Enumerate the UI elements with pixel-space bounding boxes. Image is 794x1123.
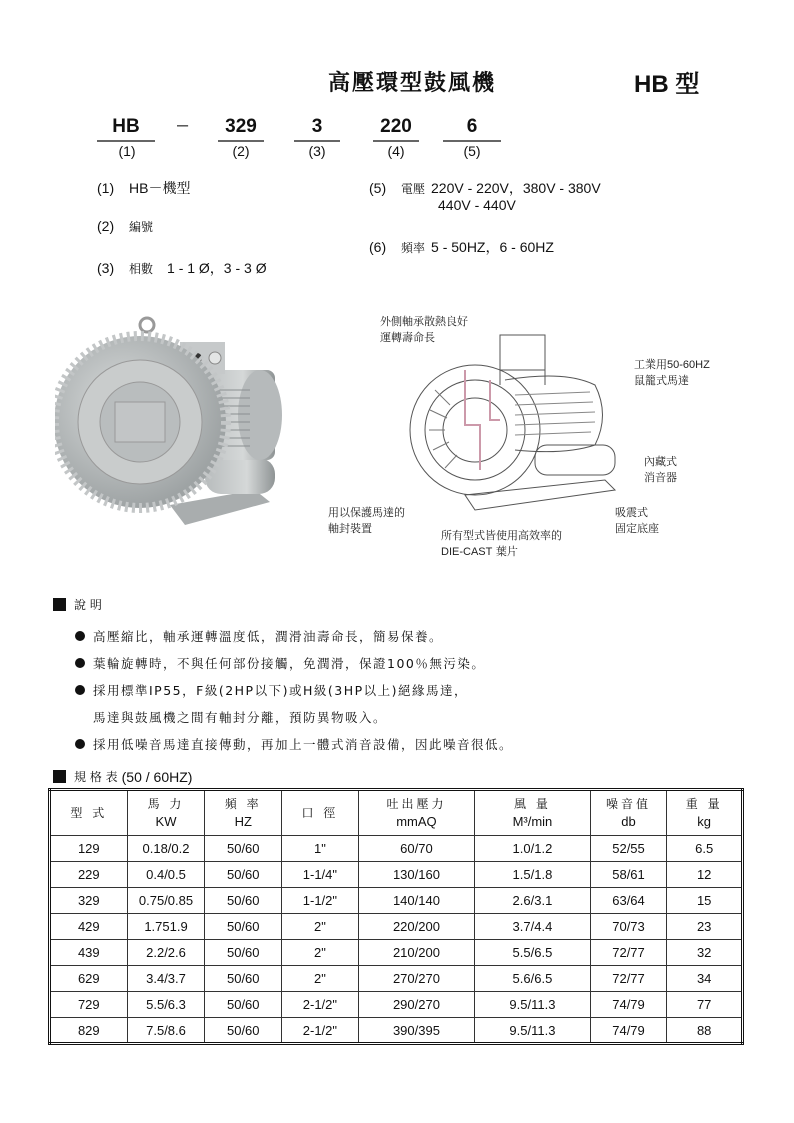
underline xyxy=(373,140,419,142)
column-header-weight xyxy=(667,790,743,836)
table-cell: 32 xyxy=(667,940,743,966)
column-header-noise xyxy=(590,790,667,836)
bullet-item xyxy=(75,649,513,676)
bullet-item xyxy=(75,676,513,703)
table-row xyxy=(50,1018,743,1044)
table-cell: 7.5/8.6 xyxy=(127,1018,205,1044)
table-cell: 1-1/2" xyxy=(282,888,359,914)
spec-table-body xyxy=(50,836,743,1044)
table-row xyxy=(50,862,743,888)
column-header-unit: kg xyxy=(697,814,712,829)
description-heading-text: 說 明 xyxy=(74,598,102,612)
table-cell: 1.0/1.2 xyxy=(475,836,590,862)
table-cell: 72/77 xyxy=(590,966,667,992)
definition-number: (6) xyxy=(369,239,387,255)
table-cell: 629 xyxy=(50,966,128,992)
table-cell: 1" xyxy=(282,836,359,862)
definition-1 xyxy=(97,178,190,198)
model-code-label-2: (2) xyxy=(232,143,250,159)
table-cell: 77 xyxy=(667,992,743,1018)
underline xyxy=(443,140,501,142)
table-row xyxy=(50,914,743,940)
table-cell: 2.6/3.1 xyxy=(475,888,590,914)
underline xyxy=(294,140,340,142)
callout-line: 運轉壽命長 xyxy=(380,331,435,344)
table-cell: 15 xyxy=(667,888,743,914)
callout-text: 葉片 xyxy=(495,545,518,558)
table-cell: 220/200 xyxy=(358,914,474,940)
table-cell: 34 xyxy=(667,966,743,992)
table-cell: 270/270 xyxy=(358,966,474,992)
model-code-value: 329 xyxy=(225,116,257,137)
definition-text: 編號 xyxy=(129,220,154,234)
column-header-model xyxy=(50,790,128,836)
table-cell: 1.5/1.8 xyxy=(475,862,590,888)
spec-table-heading-text: 規 格 表 xyxy=(74,770,118,784)
column-header-label: 口 徑 xyxy=(301,805,339,820)
column-header-unit: HZ xyxy=(234,814,252,829)
spec-table xyxy=(48,788,744,1045)
table-cell: 2-1/2" xyxy=(282,992,359,1018)
definition-label: 相數 xyxy=(129,262,154,276)
bullet-text: 採用標準IP55，F級(2HP以下)或H級(3HP以上)絕緣馬達， xyxy=(93,682,469,698)
bullet-text: 馬達與鼓風機之間有軸封分離，預防異物吸入。 xyxy=(93,709,388,725)
callout-base xyxy=(615,505,659,537)
model-code-value: 220 xyxy=(380,116,412,137)
callout-line: 固定底座 xyxy=(615,522,659,535)
table-cell: 50/60 xyxy=(205,862,282,888)
table-cell: 0.75/0.85 xyxy=(127,888,205,914)
callout-text: 50-60HZ xyxy=(667,359,710,371)
callout-text: 工業用 xyxy=(634,358,667,371)
table-cell: 50/60 xyxy=(205,836,282,862)
table-cell: 50/60 xyxy=(205,940,282,966)
definition-number: (5) xyxy=(369,180,387,196)
table-row xyxy=(50,966,743,992)
bullet-dot-icon xyxy=(75,685,85,695)
spec-table-heading-suffix: (50 / 60HZ) xyxy=(121,768,193,785)
definition-5 xyxy=(369,178,601,198)
bullet-dot-icon xyxy=(75,739,85,749)
bullet-continuation xyxy=(75,703,513,730)
underline xyxy=(97,140,155,142)
table-cell: 140/140 xyxy=(358,888,474,914)
model-type-suffix: 型 xyxy=(675,69,700,98)
table-cell: 5.6/6.5 xyxy=(475,966,590,992)
table-cell: 88 xyxy=(667,1018,743,1044)
table-row xyxy=(50,940,743,966)
column-header-power xyxy=(127,790,205,836)
definition-label: 電壓 xyxy=(401,182,426,196)
callout-motor xyxy=(634,357,710,389)
column-header-unit: M³/min xyxy=(512,814,553,829)
table-cell: 74/79 xyxy=(590,1018,667,1044)
table-cell: 329 xyxy=(50,888,128,914)
column-header-unit: db xyxy=(621,814,636,829)
table-cell: 390/395 xyxy=(358,1018,474,1044)
column-header-label: 吐出壓力 xyxy=(386,797,447,811)
definition-3 xyxy=(97,258,267,278)
bullet-dot-icon xyxy=(75,658,85,668)
column-header-label: 噪音值 xyxy=(606,797,652,811)
column-header-unit: KW xyxy=(155,814,177,829)
table-cell: 23 xyxy=(667,914,743,940)
definition-number: (2) xyxy=(97,218,115,234)
table-cell: 63/64 xyxy=(590,888,667,914)
blower-cutaway-diagram xyxy=(405,330,645,530)
table-cell: 2" xyxy=(282,940,359,966)
definition-6 xyxy=(369,237,554,257)
bullet-text: 葉輪旋轉時，不與任何部份接觸，免潤滑，保證100％無污染。 xyxy=(93,655,486,671)
table-cell: 70/73 xyxy=(590,914,667,940)
column-header-label: 型 式 xyxy=(70,805,108,820)
table-cell: 50/60 xyxy=(205,1018,282,1044)
table-row xyxy=(50,836,743,862)
callout-line: 消音器 xyxy=(644,471,677,484)
definition-2 xyxy=(97,218,159,235)
table-cell: 9.5/11.3 xyxy=(475,1018,590,1044)
model-code-part-3 xyxy=(294,116,340,142)
table-cell: 130/160 xyxy=(358,862,474,888)
bullet-text: 高壓縮比，軸承運轉溫度低，潤滑油壽命長，簡易保養。 xyxy=(93,628,444,644)
callout-line: 所有型式皆使用高效率的 xyxy=(441,529,562,542)
square-bullet-icon xyxy=(53,770,66,783)
description-heading xyxy=(53,596,102,613)
table-cell: 52/55 xyxy=(590,836,667,862)
callout-line: 吸震式 xyxy=(615,506,648,519)
definition-text: 220V - 220V，380V - 380V xyxy=(431,180,601,196)
definition-label: 頻率 xyxy=(401,241,426,255)
table-cell: 12 xyxy=(667,862,743,888)
callout-seal xyxy=(328,505,405,537)
table-cell: 0.4/0.5 xyxy=(127,862,205,888)
table-cell: 74/79 xyxy=(590,992,667,1018)
column-header-label: 馬 力 xyxy=(147,797,185,811)
bullet-dot-icon xyxy=(75,631,85,641)
table-cell: 3.7/4.4 xyxy=(475,914,590,940)
model-code-label-5: (5) xyxy=(463,143,481,159)
model-code-part-1 xyxy=(97,116,155,142)
model-type-title xyxy=(634,64,699,99)
model-code-label-4: (4) xyxy=(387,143,405,159)
table-cell: 50/60 xyxy=(205,992,282,1018)
table-cell: 50/60 xyxy=(205,966,282,992)
table-cell: 2" xyxy=(282,966,359,992)
model-code-value: HB xyxy=(112,116,140,137)
table-cell: 290/270 xyxy=(358,992,474,1018)
table-cell: 0.18/0.2 xyxy=(127,836,205,862)
description-bullets xyxy=(75,622,513,757)
column-header-label: 風 量 xyxy=(514,797,551,811)
definition-5-line2: 440V - 440V xyxy=(438,197,516,213)
callout-line: 外側軸承散熱良好 xyxy=(380,315,468,328)
spec-table-header-row xyxy=(50,790,743,836)
bullet-item xyxy=(75,730,513,757)
column-header-frequency xyxy=(205,790,282,836)
column-header-airflow xyxy=(475,790,590,836)
square-bullet-icon xyxy=(53,598,66,611)
callout-impeller xyxy=(441,528,562,560)
column-header-label: 頻 率 xyxy=(224,797,262,811)
callout-text: DIE-CAST xyxy=(441,546,493,558)
table-cell: 3.4/3.7 xyxy=(127,966,205,992)
model-code-value: 3 xyxy=(311,116,323,137)
model-code-label-3: (3) xyxy=(308,143,326,159)
model-code-label-1: (1) xyxy=(118,143,136,159)
table-cell: 72/77 xyxy=(590,940,667,966)
table-cell: 58/61 xyxy=(590,862,667,888)
callout-line: 軸封裝置 xyxy=(328,522,372,535)
callout-line: 用以保護馬達的 xyxy=(328,506,405,519)
table-cell: 729 xyxy=(50,992,128,1018)
table-cell: 210/200 xyxy=(358,940,474,966)
table-cell: 1-1/4" xyxy=(282,862,359,888)
page-title: 高壓環型鼓風機 xyxy=(328,70,497,96)
model-code-part-4 xyxy=(373,116,419,142)
model-code-part-2 xyxy=(218,116,264,142)
table-cell: 229 xyxy=(50,862,128,888)
table-cell: 50/60 xyxy=(205,914,282,940)
column-header-unit: mmAQ xyxy=(396,814,437,829)
table-cell: 129 xyxy=(50,836,128,862)
definition-text: 1 - 1 Ø，3 - 3 Ø xyxy=(167,260,267,276)
table-cell: 5.5/6.3 xyxy=(127,992,205,1018)
table-cell: 9.5/11.3 xyxy=(475,992,590,1018)
table-cell: 50/60 xyxy=(205,888,282,914)
table-cell: 429 xyxy=(50,914,128,940)
table-cell: 5.5/6.5 xyxy=(475,940,590,966)
definition-number: (3) xyxy=(97,260,115,276)
column-header-label: 重 量 xyxy=(685,797,723,811)
table-cell: 1.751.9 xyxy=(127,914,205,940)
blower-product-photo xyxy=(55,310,305,545)
model-code-value: 6 xyxy=(466,116,478,137)
table-cell: 6.5 xyxy=(667,836,743,862)
underline xyxy=(218,140,264,142)
table-cell: 2-1/2" xyxy=(282,1018,359,1044)
column-header-pressure xyxy=(358,790,474,836)
table-cell: 439 xyxy=(50,940,128,966)
table-cell: 2.2/2.6 xyxy=(127,940,205,966)
model-code-separator: – xyxy=(177,114,189,136)
definition-number: (1) xyxy=(97,180,115,196)
callout-line: 內藏式 xyxy=(644,455,677,468)
column-header-diameter xyxy=(282,790,359,836)
spec-table-heading xyxy=(53,768,192,785)
bullet-text: 採用低噪音馬達直接傳動，再加上一體式消音設備，因此噪音很低。 xyxy=(93,736,514,752)
table-row xyxy=(50,992,743,1018)
callout-muffler xyxy=(644,454,677,486)
definition-text: 5 - 50HZ，6 - 60HZ xyxy=(431,239,554,255)
table-cell: 2" xyxy=(282,914,359,940)
callout-line: 鼠籠式馬達 xyxy=(634,374,689,387)
table-cell: 829 xyxy=(50,1018,128,1044)
model-type-prefix: HB xyxy=(634,71,669,98)
table-cell: 60/70 xyxy=(358,836,474,862)
table-row xyxy=(50,888,743,914)
callout-bearing xyxy=(380,314,468,346)
bullet-item xyxy=(75,622,513,649)
model-code-part-5 xyxy=(443,116,501,142)
definition-text: HB－機型 xyxy=(129,180,191,196)
